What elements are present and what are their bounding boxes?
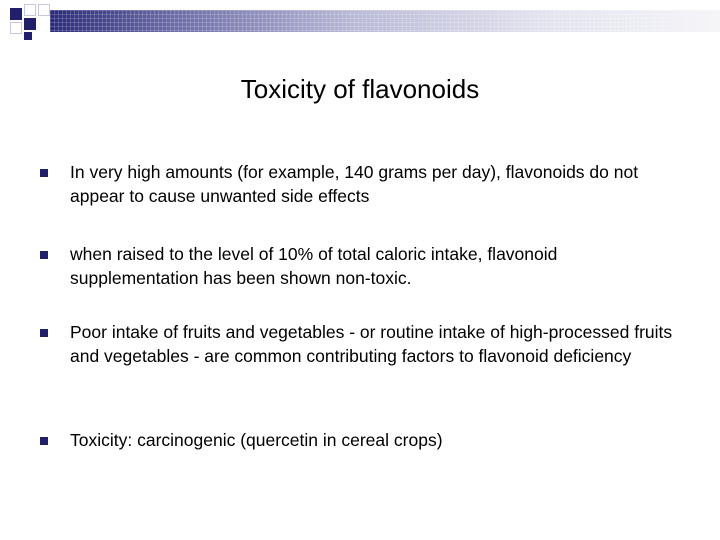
bullet-square-icon [40,169,48,177]
corner-square-dark [24,32,32,40]
corner-square-dark [10,8,22,20]
bullet-text: when raised to the level of 10% of total caloric intake, flavonoid supplementation has been shown non-toxic. [70,244,558,288]
bullet-item [40,320,690,368]
bullet-text: In very high amounts (for example, 140 grams per day), flavonoids do not appear to cause unwanted side effects [70,162,639,206]
header-gradient-bar [50,10,720,32]
bullet-square-icon [40,437,48,445]
slide-title: Toxicity of flavonoids [240,74,480,104]
bullet-item [40,428,690,452]
bullet-item [40,242,690,290]
corner-square-dark [24,18,36,30]
corner-square-light [24,4,36,16]
header-bar-pattern [50,10,720,32]
corner-square-light [38,4,50,16]
bullet-item [40,160,690,208]
bullet-text: Poor intake of fruits and vegetables - or routine intake of high-processed fruits and vegetables - are common contributing factors to flavonoid deficiency [70,322,673,366]
bullet-text: Toxicity: carcinogenic (quercetin in cereal crops) [70,430,443,450]
bullet-square-icon [40,329,48,337]
corner-square-light [10,22,22,34]
bullet-square-icon [40,251,48,259]
